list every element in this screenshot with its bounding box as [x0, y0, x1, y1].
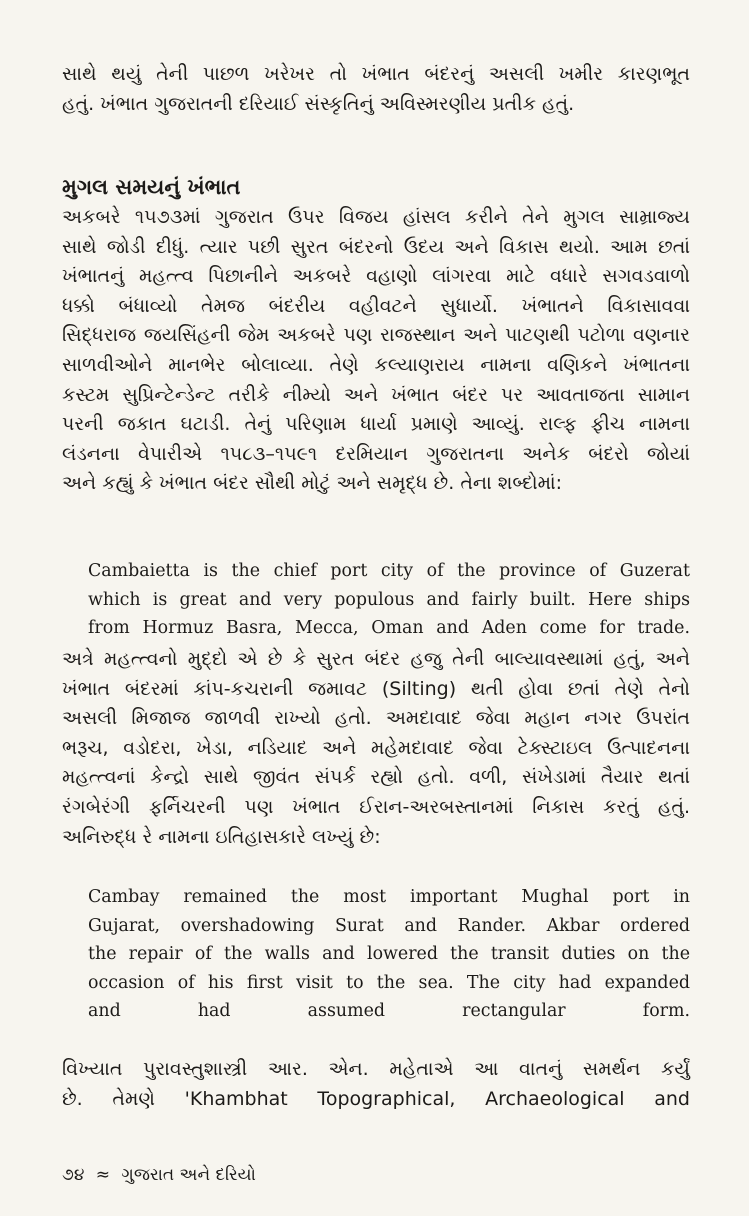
text-line: રંગબેરંગી ફર્નિચરની પણ ખંભાત ઈરાન-અરબસ્તાનમાં નિકાસ કરતું હતું. [62, 795, 690, 818]
text-line: મહત્ત્વનાં કેન્દ્રો સાથે જીવંત સંપર્ક રહ્યો હતો. વળી, સંખેડામાં તૈયાર થતાં [62, 766, 690, 789]
text-line: સાથે જોડી દીધું. ત્યાર પછી સુરત બંદરનો ઉદય અને વિકાસ થયો. આમ છતાં [62, 235, 690, 258]
mehta-paragraph [62, 1055, 690, 1114]
fitch-quote [88, 557, 690, 643]
ray-quote [88, 883, 690, 1026]
text-line: હતું. ખંભાત ગુજરાતની દરિયાઈ સંસ્કૃતિનું અવિસ્મરણીય પ્રતીક હતું. [62, 92, 575, 115]
text-line: સિદ્ધરાજ જયસિંહની જેમ અકબરે પણ રાજસ્થાન અને પાટણથી પટોળા વણનાર [62, 324, 690, 347]
text-line: કસ્ટમ સુપ્રિન્ટેન્ડેન્ટ તરીકે નીમ્યો અને ખંભાત બંદર પર આવતાજતા સામાન [62, 383, 690, 406]
text-line: ખંભાત બંદરમાં કાંપ-કચરાની જમાવટ (Silting) થતી હોવા છતાં તેણે તેનો [62, 677, 690, 700]
quote-line: and had assumed rectangular form. [88, 1001, 690, 1022]
quote-line: Cambaietta is the chief port city of the province of Guzerat [88, 561, 690, 581]
quote-line: the repair of the walls and lowered the transit duties on the [88, 944, 690, 965]
quote-line: from Hormuz Basra, Mecca, Oman and Aden come for trade. [88, 618, 690, 639]
text-line: ભરૂચ, વડોદરા, ખેડા, નડિયાદ અને મહેમદાવાદ જેવા ટેક્સ્ટાઇલ ઉત્પાદનના [62, 736, 690, 759]
quote-line: Gujarat, overshadowing Surat and Rander. Akbar ordered [88, 915, 690, 936]
intro-paragraph [62, 60, 690, 119]
text-line: લંડનના વેપારીએ ૧૫૮૩–૧૫૯૧ દરમિયાન ગુજરાતના અનેક બંદરો જોયાં [62, 442, 690, 465]
page-footer [62, 1163, 262, 1187]
text-line: અને કહ્યું કે ખંભાત બંદર સૌથી મોટું અને સમૃદ્ધ છે. તેના શબ્દોમાં: [62, 472, 563, 495]
text-line: પરની જકાત ઘટાડી. તેનું પરિણામ ધાર્યા પ્રમાણે આવ્યું. રાલ્ફ ફીચ નામના [62, 413, 690, 436]
page-number: ૭૪ [62, 1165, 85, 1185]
text-line: અનિરુદ્ધ રે નામના ઇતિહાસકારે લખ્યું છે: [62, 825, 381, 848]
akbar-paragraph [62, 203, 690, 499]
surat-paragraph [62, 645, 690, 852]
text-line: અસલી મિજાજ જાળવી રાખ્યો હતો. અમદાવાદ જેવા મહાન નગર ઉપરાંત [62, 707, 690, 730]
section-heading: મુગલ સમયનું ખંભાત [62, 175, 241, 199]
text-line: વિખ્યાત પુરાવસ્તુશાસ્ત્રી આર. એન. મહેતાએ આ વાતનું સમર્થન કર્યું [62, 1058, 690, 1080]
quote-line: which is great and very populous and fairly built. Here ships [88, 589, 690, 610]
quote-line: Cambay remained the most important Mughal port in [88, 887, 690, 907]
text-line: અત્રે મહત્ત્વનો મુદ્દો એ છે કે સુરત બંદર હજુ તેની બાલ્યાવસ્થામાં હતું, અને [62, 648, 690, 670]
text-line: ધક્કો બંધાવ્યો તેમજ બંદરીય વહીવટને સુધાર્યો. ખંભાતને વિકાસાવવા [62, 294, 690, 317]
text-line: અકબરે ૧૫૭૩માં ગુજરાત ઉપર વિજય હાંસલ કરીને તેને મુગલ સામ્રાજ્ય [62, 206, 690, 228]
footer-separator: ≈ [95, 1165, 111, 1185]
book-title: ગુજરાત અને દરિયો [121, 1165, 256, 1185]
text-line: છે. તેમણે 'Khambhat Topographical, Archaeological and [62, 1087, 690, 1110]
quote-line: occasion of his first visit to the sea. The city had expanded [88, 972, 690, 993]
text-line: સાળવીઓને માનભેર બોલાવ્યા. તેણે કલ્યાણરાય નામના વણિકને ખંભાતના [62, 353, 690, 376]
text-line: ખંભાતનું મહત્ત્વ પિછાનીને અકબરે વહાણો લાંગરવા માટે વધારે સગવડવાળો [62, 265, 690, 288]
text-line: સાથે થયું તેની પાછળ ખરેખર તો ખંભાત બંદરનું અસલી ખમીર કારણભૂત [62, 63, 690, 85]
